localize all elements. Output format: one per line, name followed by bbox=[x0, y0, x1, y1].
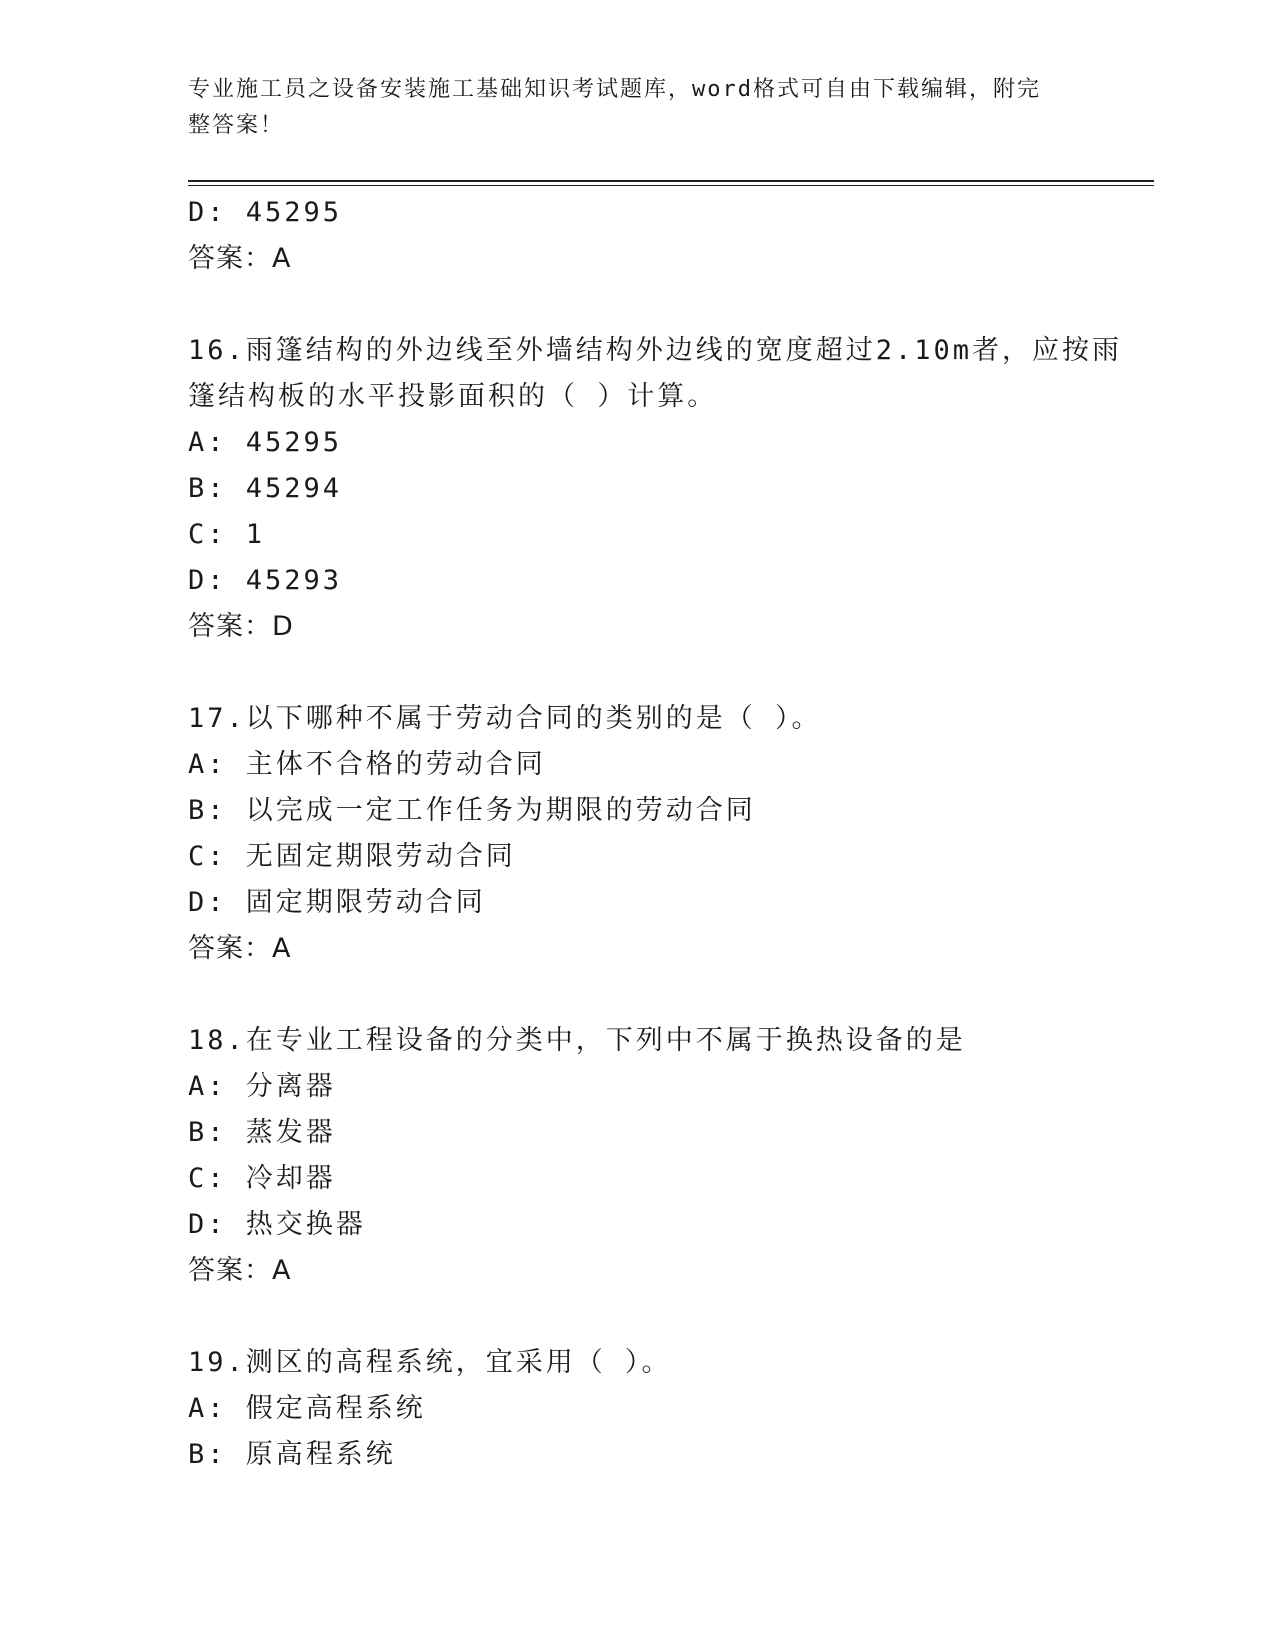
header-divider-thin bbox=[188, 185, 1154, 186]
question-16-stem-line-1: 16.雨篷结构的外边线至外墙结构外边线的宽度超过2.10m者，应按雨 bbox=[188, 335, 1123, 366]
question-19-stem: 19.测区的高程系统，宜采用（ ）。 bbox=[188, 1347, 672, 1378]
prev-answer: 答案：A bbox=[188, 243, 292, 274]
question-16-stem-line-2: 篷结构板的水平投影面积的（ ）计算。 bbox=[188, 381, 718, 412]
question-16-option-b: B: 45294 bbox=[188, 473, 343, 504]
question-18-answer: 答案：A bbox=[188, 1255, 292, 1286]
question-17-option-a: A: 主体不合格的劳动合同 bbox=[188, 749, 546, 780]
question-19 bbox=[188, 1340, 1088, 1478]
question-16-option-a: A: 45295 bbox=[188, 427, 343, 458]
question-18-stem: 18.在专业工程设备的分类中，下列中不属于换热设备的是 bbox=[188, 1025, 966, 1056]
header-line-1: 专业施工员之设备安装施工基础知识考试题库，word格式可自由下载编辑，附完 bbox=[188, 77, 1041, 102]
question-17-option-d: D: 固定期限劳动合同 bbox=[188, 887, 486, 918]
question-16-answer: 答案：D bbox=[188, 611, 294, 642]
question-list bbox=[188, 190, 1123, 1478]
question-17-stem: 17.以下哪种不属于劳动合同的类别的是（ ）。 bbox=[188, 703, 822, 734]
question-17 bbox=[188, 696, 1088, 972]
question-17-option-b: B: 以完成一定工作任务为期限的劳动合同 bbox=[188, 795, 756, 826]
question-18-option-d: D: 热交换器 bbox=[188, 1209, 366, 1240]
question-16-option-d: D: 45293 bbox=[188, 565, 343, 596]
page-header bbox=[188, 72, 1088, 144]
question-16-option-c: C: 1 bbox=[188, 519, 266, 550]
question-18 bbox=[188, 1018, 1088, 1294]
question-18-option-b: B: 蒸发器 bbox=[188, 1117, 336, 1148]
header-line-2: 整答案！ bbox=[188, 113, 285, 138]
question-17-option-c: C: 无固定期限劳动合同 bbox=[188, 841, 516, 872]
question-19-option-a: A: 假定高程系统 bbox=[188, 1393, 426, 1424]
question-19-option-b: B: 原高程系统 bbox=[188, 1439, 396, 1470]
header-divider-thick bbox=[188, 180, 1154, 182]
question-18-option-c: C: 冷却器 bbox=[188, 1163, 336, 1194]
prev-option-d: D: 45295 bbox=[188, 197, 343, 228]
question-16 bbox=[188, 328, 1123, 650]
question-17-answer: 答案：A bbox=[188, 933, 292, 964]
question-18-option-a: A: 分离器 bbox=[188, 1071, 336, 1102]
